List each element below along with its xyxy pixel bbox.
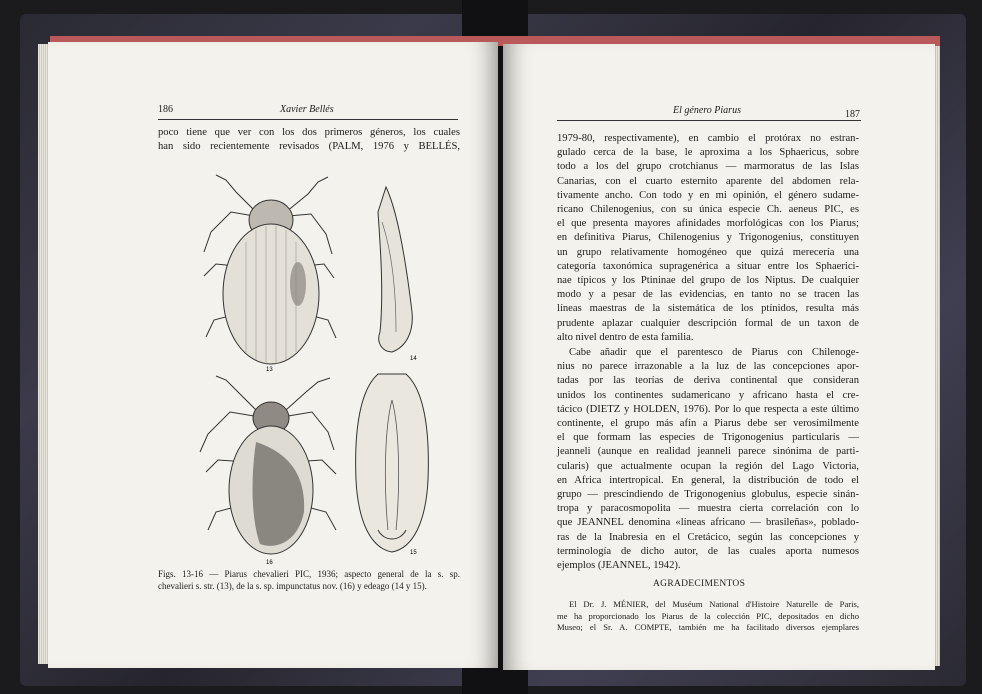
text-line: unidos los continentes sudamericano y africano hasta el cre- <box>557 389 859 401</box>
page-number-right: 187 <box>845 109 860 120</box>
text-line: tivamente ancho. Con todo y en mi opinión, el género sudame- <box>557 189 859 201</box>
text-line: tadas por las teorías de deriva continental que consideran <box>557 375 859 387</box>
text-line: nae típicos y los Ptininae del grupo de los Niptus. De cualquier <box>557 275 859 287</box>
text-line: alto nivel dentro de esta familia. <box>557 331 694 343</box>
text-line: que JEANNEL denomina «líneas africano — brasileñas», poblado- <box>557 517 859 529</box>
figure-number-13: 13 <box>266 367 273 372</box>
text-line: cularis) que actualmente ocupan la región del Lago Victoria, <box>557 460 859 472</box>
ack-line: El Dr. J. MÉNIER, del Muséum National d'Histoire Naturelle de Paris, <box>569 599 859 609</box>
running-head-right: El género Piarus <box>673 105 741 116</box>
text-line: líneas maestras de la sistemática de los ptínidos, resulta más <box>557 303 859 315</box>
text-line: modo y a pesar de las evidencias, en tanto no se tracen las <box>557 289 859 301</box>
figure-13-beetle <box>186 172 356 372</box>
right-page <box>503 44 935 670</box>
text-line: grupo — prescindiendo de Trigonogenius globulus, especie sinán- <box>557 489 859 501</box>
header-rule-right <box>557 120 861 121</box>
text-line: tácico (DIETZ y HOLDEN, 1976). Por lo que respecta a este último <box>557 403 859 415</box>
figure-14-aedeagus <box>366 182 422 362</box>
text-line: ejemplos (JEANNEL, 1942). <box>557 560 681 572</box>
figure-number-15: 15 <box>410 550 417 556</box>
text-line: todo a los del grupo crotchianus — marmoratus de las Islas <box>557 161 859 173</box>
figure-16-beetle <box>186 372 356 572</box>
paragraph-1 <box>557 132 859 345</box>
text-line: nius no parece irrazonable a la luz de las concepciones apor- <box>557 361 859 373</box>
text-line: en Africa intertropical. En general, la distribución de todo el <box>557 474 859 486</box>
text-line: terminología de dicho autor, de las cuales aporta numesos <box>557 545 859 557</box>
ack-line: Museo; el Sr. A. COMPTE, también me ha facilitado diversos ejemplares <box>557 622 859 633</box>
caption-line: Figs. 13-16 — Piarus chevalieri PIC, 1936; aspecto general de la s. sp. <box>158 569 460 579</box>
text-line: gulado cerca de la base, le aproxima a los Sphaericus, sobre <box>557 147 859 159</box>
acknowledgements <box>557 599 859 634</box>
page-number-left: 186 <box>158 104 173 115</box>
text-line: Cabe añadir que el parentesco de Piarus con Chilenoge- <box>569 347 859 358</box>
text-line: prudente aplazar cualquier descripción formal de un taxon de <box>557 317 859 329</box>
intro-text <box>158 126 460 154</box>
header-rule-left <box>158 119 458 120</box>
section-title: AGRADECIMENTOS <box>653 579 746 589</box>
ack-line: me ha proporcionado los Piarus de la colección PIC, depositados en dicho <box>557 610 859 621</box>
text-line: ricano Chilenogenius, con su única especie Ch. aeneus PIC, es <box>557 204 859 216</box>
figure-caption <box>158 568 460 592</box>
text-line: 1979-80, respectivamente), en cambio el protórax no estran- <box>557 133 859 144</box>
text-line: tropa y paracosmopolita — muestra cierta correlación con lo <box>557 503 859 515</box>
text-line: jeanneli (aunque en realidad jeanneli parece sinónima de parti- <box>557 446 859 458</box>
left-page <box>48 42 498 668</box>
caption-line: chevalieri s. str. (13), de la s. sp. impunctatus nov. (16) y edeago (14 y 15). <box>158 581 427 591</box>
text-line: un grupo relativamente homogéneo que quizá merecería una <box>557 246 859 258</box>
text-line: poco tiene que ver con los dos primeros géneros, los cuales <box>158 127 460 138</box>
running-head-left: Xavier Bellés <box>280 104 334 115</box>
text-line: ras de la Inabresia en el Cretácico, según las concepciones y <box>557 531 859 543</box>
text-line: el que presenta mayores afinidades morfológicas con los Piarus; <box>557 218 859 230</box>
figure-number-14: 14 <box>410 356 417 362</box>
text-line: categoría taxonómica supragenérica a situar entre los Sphaerici- <box>557 260 859 272</box>
text-line: continente, el grupo más afín a Piarus debe ser verosímilmente <box>557 418 859 430</box>
figure-number-16: 16 <box>266 560 273 566</box>
figure-15-aedeagus <box>348 370 438 556</box>
text-line: en definitiva Piarus, Chilenogenius y Trigonogenius, constituyen <box>557 232 859 244</box>
text-line: han sido recientemente revisados (PALM, 1976 y BELLÉS, <box>158 141 460 153</box>
text-line: el que formam las especies de Trigonogenius particularis — <box>557 432 859 444</box>
text-line: Canarias, con el cuarto esternito aparente del abdomen rela- <box>557 175 859 187</box>
paragraph-2 <box>557 346 859 573</box>
